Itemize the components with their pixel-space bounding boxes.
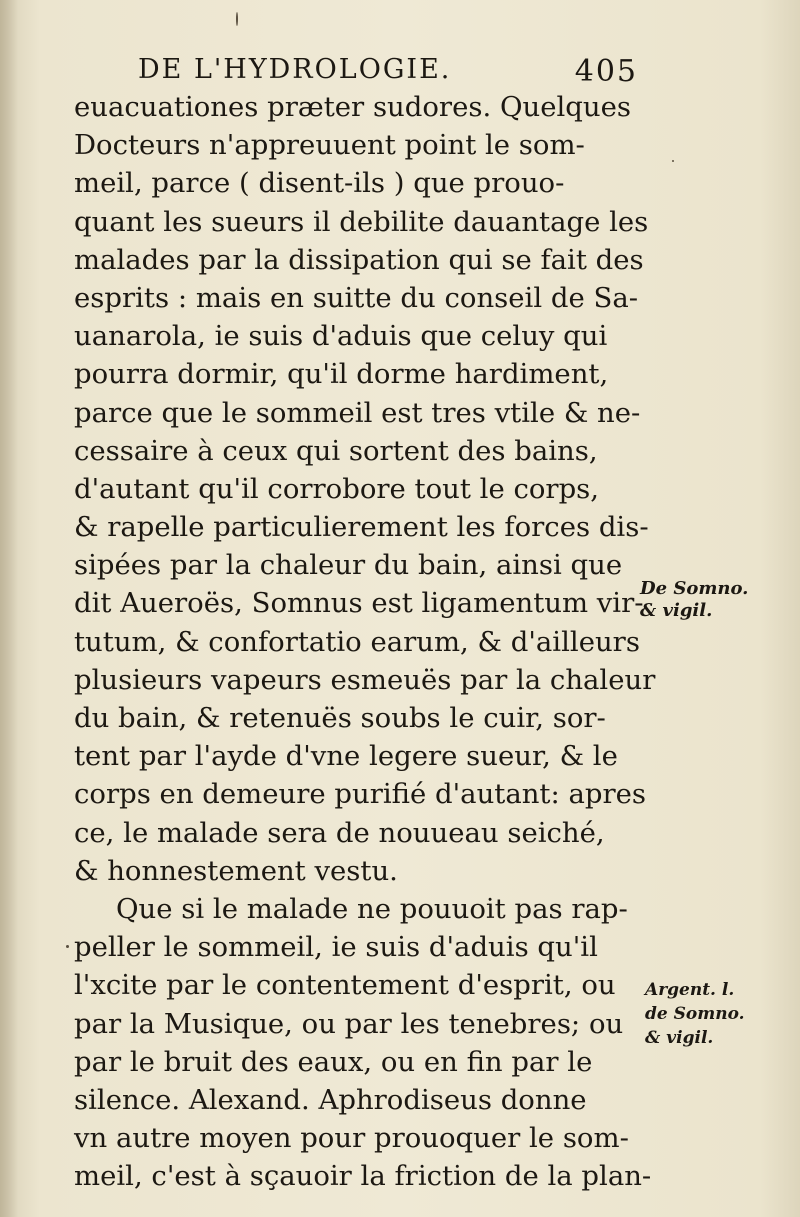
ink-speck: [672, 160, 674, 162]
running-title: DE L'HYDROLOGIE.: [138, 54, 452, 85]
margin-note-line: de Somno.: [645, 1004, 745, 1024]
margin-note-line: & vigil.: [640, 600, 713, 621]
margin-note-line: De Somno.: [640, 578, 749, 599]
text-line-28: vn autre moyen pour prouoquer le som-: [74, 1122, 629, 1155]
text-line-1: euacuationes præter sudores. Quelques: [74, 91, 631, 123]
text-line-15: tutum, & confortatio earum, & d'ailleurs: [74, 625, 640, 658]
text-line-9: parce que le sommeil est tres vtile & ne-: [74, 396, 641, 429]
text-line-29: meil, c'est à sçauoir la friction de la plan-: [74, 1160, 652, 1193]
text-line-2: Docteurs n'appreuuent point le som-: [74, 129, 585, 162]
text-line-4: quant les sueurs il debilite dauantage les: [74, 205, 649, 238]
text-line-10: cessaire à ceux qui sortent des bains,: [74, 434, 598, 467]
ink-speck: [236, 12, 238, 26]
text-line-17: du bain, & retenuës soubs le cuir, sor-: [74, 702, 606, 734]
margin-note-line: Argent. l.: [645, 980, 735, 1000]
margin-note-somno: [640, 578, 748, 622]
text-line-23: peller le sommeil, ie suis d'aduis qu'il: [74, 931, 598, 964]
text-line-21: & honnestement vestu.: [74, 854, 398, 887]
text-line-16: plusieurs vapeurs esmeuës par la chaleur: [74, 663, 656, 696]
margin-note-line: & vigil.: [645, 1028, 714, 1048]
running-header: [138, 54, 638, 90]
page-number: 405: [574, 54, 638, 89]
text-line-27: silence. Alexand. Aphrodiseus donne: [74, 1083, 587, 1116]
margin-note-argent: [645, 978, 745, 1050]
text-line-24: l'xcite par le contentement d'esprit, ou: [74, 969, 616, 1002]
text-line-8: pourra dormir, qu'il dorme hardiment,: [74, 358, 609, 391]
text-line-3: meil, parce ( disent-ils ) que prouo-: [74, 167, 565, 200]
text-line-22: Que si le malade ne pouuoit pas rap-: [116, 892, 628, 925]
gutter-shadow: [0, 0, 18, 1217]
ink-speck: [66, 945, 69, 948]
text-line-19: corps en demeure purifié d'autant: apres: [74, 778, 647, 811]
text-line-25: par la Musique, ou par les tenebres; ou: [74, 1007, 624, 1040]
text-line-6: esprits : mais en suitte du conseil de Sa-: [74, 281, 639, 314]
text-line-5: malades par la dissipation qui se fait des: [74, 243, 644, 276]
body-text: [74, 88, 656, 1195]
text-line-26: par le bruit des eaux, ou en fin par le: [74, 1045, 593, 1078]
text-line-13: sipées par la chaleur du bain, ainsi que: [74, 549, 623, 582]
text-line-14: dit Aueroës, Somnus est ligamentum vir-: [74, 587, 644, 620]
text-line-20: ce, le malade sera de nouueau seiché,: [74, 816, 605, 849]
text-line-11: d'autant qu'il corrobore tout le corps,: [74, 472, 600, 505]
text-line-7: uanarola, ie suis d'aduis que celuy qui: [74, 320, 608, 353]
text-line-12: & rapelle particulierement les forces dis-: [74, 511, 649, 544]
text-line-18: tent par l'ayde d'vne legere sueur, & le: [74, 740, 618, 773]
